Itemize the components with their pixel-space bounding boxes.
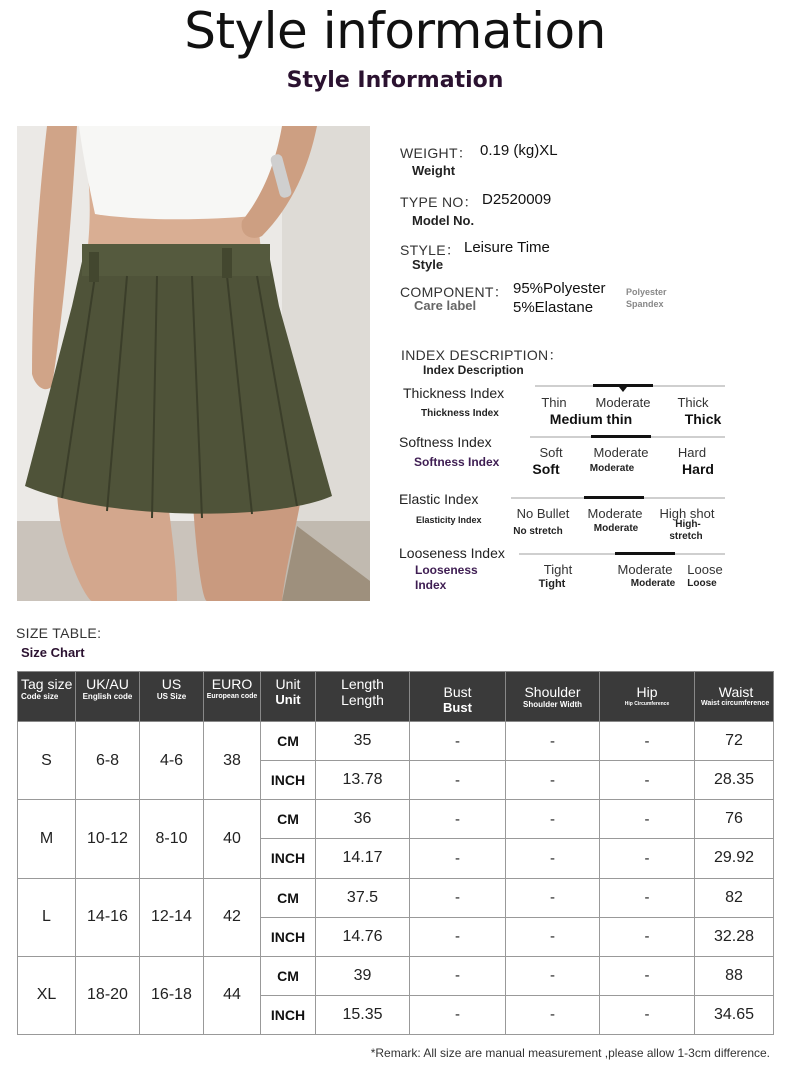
table-row (18, 722, 774, 761)
header-bust (410, 672, 506, 722)
header-tag-size (18, 672, 76, 722)
cell-shoulder: - (506, 800, 600, 839)
cell-us: 8-10 (140, 800, 204, 878)
cell-tag-size: L (18, 878, 76, 956)
elastic-val-no-stretch: No stretch (513, 526, 563, 537)
cell-hip: - (600, 878, 695, 917)
looseness-val-tight: Tight (538, 578, 566, 590)
cell-waist: 82 (695, 878, 774, 917)
cell-waist: 34.65 (695, 995, 774, 1034)
cell-waist: 32.28 (695, 917, 774, 956)
cell-uk-au: 18-20 (76, 956, 140, 1034)
cell-bust: - (410, 722, 506, 761)
cell-uk-au: 10-12 (76, 800, 140, 878)
header-bust-sub: Bust (443, 700, 472, 715)
style-label: STYLE： (400, 242, 461, 258)
cell-hip: - (600, 761, 695, 800)
cell-tag-size: S (18, 722, 76, 800)
size-table-header-row (18, 672, 774, 722)
looseness-opt-loose: Loose (687, 562, 723, 577)
looseness-index-label: Looseness Index (399, 545, 505, 561)
table-row (18, 956, 774, 995)
cell-length: 35 (316, 722, 410, 761)
type-no-sub-label: Model No. (412, 213, 475, 228)
cell-shoulder: - (506, 956, 600, 995)
type-no-value: D2520009 (482, 191, 552, 208)
index-heading-sub: Index Description (423, 363, 524, 377)
cell-length: 36 (316, 800, 410, 839)
cell-shoulder: - (506, 839, 600, 878)
header-us-title: US (161, 676, 182, 692)
style-sub-label: Style (412, 257, 444, 272)
cell-waist: 76 (695, 800, 774, 839)
softness-val-hard: Hard (682, 461, 714, 477)
elastic-val-moderate: Moderate (593, 523, 639, 534)
cell-unit: INCH (261, 839, 316, 878)
looseness-selected-marker (615, 552, 675, 555)
cell-shoulder: - (506, 878, 600, 917)
cell-waist: 88 (695, 956, 774, 995)
elastic-val-stretch: stretch (669, 531, 703, 542)
table-row (18, 800, 774, 839)
page-subtitle: Style Information (286, 68, 504, 93)
header-euro-title: EURO (211, 676, 253, 692)
elastic-selected-marker (584, 496, 644, 499)
cell-bust: - (410, 800, 506, 839)
header-us-sub: US Size (156, 692, 187, 701)
header-unit (261, 672, 316, 722)
header-euro-sub: European code (206, 693, 258, 700)
cell-unit: CM (261, 878, 316, 917)
cell-bust: - (410, 917, 506, 956)
cell-length: 13.78 (316, 761, 410, 800)
pleated-skirt-illustration (17, 126, 370, 601)
cell-hip: - (600, 956, 695, 995)
thickness-index-label: Thickness Index (403, 385, 505, 401)
component-tiny-2: Spandex (626, 299, 664, 309)
looseness-val-moderate: Moderate (630, 578, 676, 589)
header-us (140, 672, 204, 722)
header-hip-sub: Hip Circumference (624, 701, 670, 707)
header-length-title: Length (341, 676, 384, 692)
cell-bust: - (410, 839, 506, 878)
component-label: COMPONENT： (400, 284, 508, 300)
thickness-val-medium-thin: Medium thin (549, 411, 633, 427)
softness-opt-hard: Hard (677, 445, 707, 460)
component-value-2: 5%Elastane (513, 299, 594, 316)
header-unit-sub: Unit (275, 692, 301, 707)
elastic-index-sub: Elasticity Index (416, 515, 482, 525)
cell-uk-au: 14-16 (76, 878, 140, 956)
cell-waist: 72 (695, 722, 774, 761)
weight-sub-label: Weight (412, 163, 456, 178)
product-photo (17, 126, 370, 601)
looseness-opt-tight: Tight (543, 562, 573, 577)
header-waist (695, 672, 774, 722)
type-no-label: TYPE NO： (400, 194, 478, 210)
cell-bust: - (410, 956, 506, 995)
style-value: Leisure Time (464, 239, 550, 256)
size-chart-label: Size Chart (21, 645, 85, 660)
looseness-index-sub-1: Looseness (415, 563, 478, 577)
elastic-opt-high-shot: High shot (659, 506, 715, 521)
weight-label: WEIGHT： (400, 145, 473, 161)
softness-index-sub: Softness Index (414, 455, 500, 469)
softness-selected-marker (591, 435, 651, 438)
weight-value: 0.19 (kg)XL (480, 142, 558, 159)
header-uk-au (76, 672, 140, 722)
elastic-opt-no-bullet: No Bullet (516, 506, 570, 521)
component-value-1: 95%Polyester (513, 280, 606, 297)
thickness-pointer-icon (619, 387, 627, 392)
cell-tag-size: M (18, 800, 76, 878)
cell-bust: - (410, 995, 506, 1034)
header-hip-title: Hip (636, 684, 658, 700)
cell-length: 14.17 (316, 839, 410, 878)
header-tag-size-title: Tag size (21, 676, 73, 692)
cell-hip: - (600, 800, 695, 839)
cell-waist: 28.35 (695, 761, 774, 800)
cell-shoulder: - (506, 995, 600, 1034)
cell-length: 39 (316, 956, 410, 995)
component-sub-label: Care label (414, 298, 477, 313)
thickness-opt-thick: Thick (677, 395, 709, 410)
header-hip (600, 672, 695, 722)
looseness-index-sub-2: Index (415, 578, 447, 592)
softness-val-soft: Soft (532, 461, 560, 477)
cell-us: 4-6 (140, 722, 204, 800)
cell-euro: 44 (204, 956, 261, 1034)
thickness-index-sub: Thickness Index (421, 408, 499, 419)
cell-hip: - (600, 722, 695, 761)
cell-bust: - (410, 878, 506, 917)
cell-us: 16-18 (140, 956, 204, 1034)
header-shoulder-sub: Shoulder Width (522, 700, 583, 709)
header-uk-au-sub: English code (82, 692, 133, 701)
cell-hip: - (600, 839, 695, 878)
header-uk-au-title: UK/AU (86, 676, 129, 692)
component-tiny-1: Polyester (626, 287, 667, 297)
size-table (17, 671, 774, 1035)
elastic-opt-moderate: Moderate (587, 506, 643, 521)
thickness-opt-moderate: Moderate (595, 395, 651, 410)
header-shoulder (506, 672, 600, 722)
softness-opt-soft: Soft (539, 445, 563, 460)
cell-hip: - (600, 995, 695, 1034)
softness-index-label: Softness Index (399, 434, 492, 450)
cell-us: 12-14 (140, 878, 204, 956)
thickness-val-thick: Thick (684, 411, 722, 427)
cell-unit: INCH (261, 995, 316, 1034)
header-euro (204, 672, 261, 722)
cell-uk-au: 6-8 (76, 722, 140, 800)
cell-tag-size: XL (18, 956, 76, 1034)
cell-unit: CM (261, 722, 316, 761)
header-shoulder-title: Shoulder (524, 684, 581, 700)
cell-length: 15.35 (316, 995, 410, 1034)
table-row (18, 878, 774, 917)
size-table-body (18, 722, 774, 1035)
cell-bust: - (410, 761, 506, 800)
cell-length: 37.5 (316, 878, 410, 917)
cell-shoulder: - (506, 722, 600, 761)
cell-unit: INCH (261, 761, 316, 800)
index-heading: INDEX DESCRIPTION： (401, 347, 563, 363)
header-length (316, 672, 410, 722)
cell-euro: 42 (204, 878, 261, 956)
cell-length: 14.76 (316, 917, 410, 956)
cell-euro: 40 (204, 800, 261, 878)
thickness-opt-thin: Thin (541, 395, 567, 410)
header-waist-title: Waist (718, 684, 754, 700)
softness-val-moderate: Moderate (589, 463, 635, 474)
looseness-val-loose: Loose (687, 578, 717, 589)
header-length-sub: Length (341, 692, 384, 708)
header-bust-title: Bust (443, 684, 472, 700)
header-unit-title: Unit (275, 676, 301, 692)
header-waist-sub: Waist circumference (701, 700, 770, 707)
cell-euro: 38 (204, 722, 261, 800)
cell-unit: INCH (261, 917, 316, 956)
cell-shoulder: - (506, 917, 600, 956)
elastic-val-high: High- (675, 519, 701, 530)
elastic-index-label: Elastic Index (399, 491, 479, 507)
header-tag-size-sub: Code size (21, 692, 59, 701)
cell-waist: 29.92 (695, 839, 774, 878)
cell-unit: CM (261, 800, 316, 839)
cell-shoulder: - (506, 761, 600, 800)
page-title: Style information (184, 2, 606, 60)
looseness-opt-moderate: Moderate (617, 562, 673, 577)
remark-note: *Remark: All size are manual measurement ,please allow 1-3cm difference. (370, 1046, 770, 1060)
softness-opt-moderate: Moderate (593, 445, 649, 460)
size-table-label: SIZE TABLE: (16, 625, 102, 641)
cell-hip: - (600, 917, 695, 956)
cell-unit: CM (261, 956, 316, 995)
